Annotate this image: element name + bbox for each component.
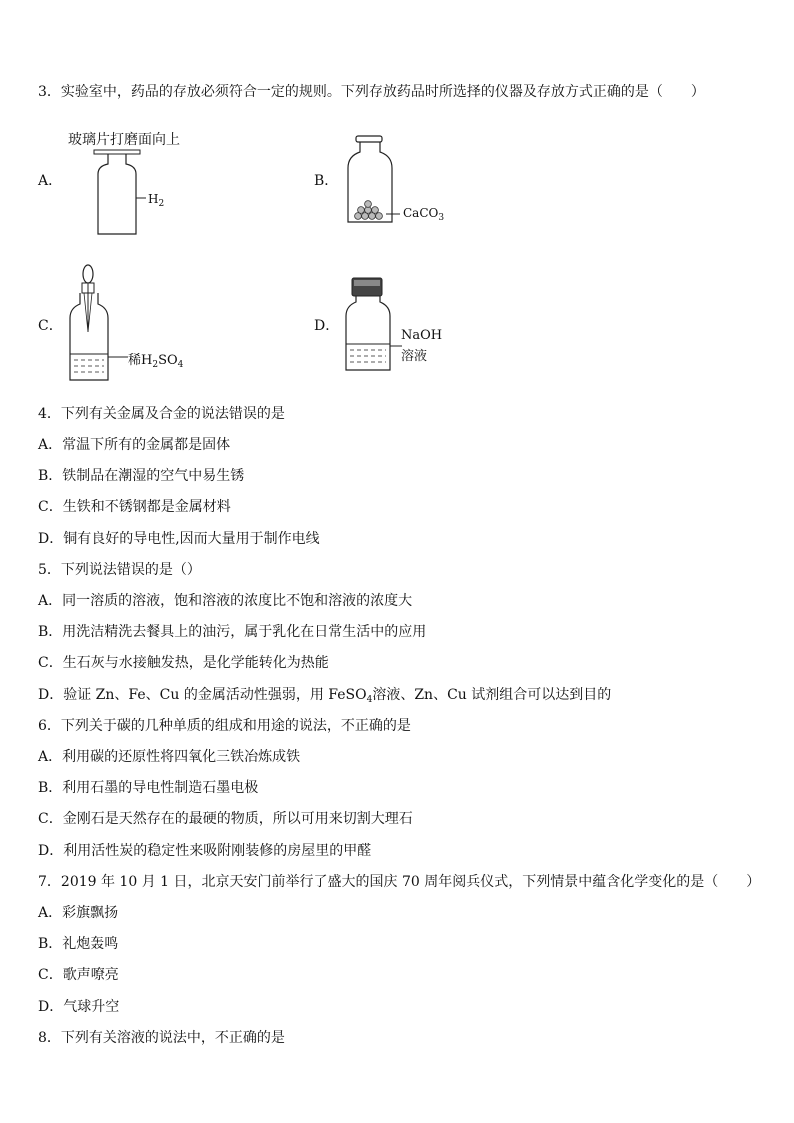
q7-option-b: B．礼炮轰鸣 xyxy=(38,936,119,952)
q5-option-c: C．生石灰与水接触发热，是化学能转化为热能 xyxy=(38,655,329,671)
q3-option-b-label: B． xyxy=(314,173,339,189)
q3-option-a-label: A． xyxy=(38,173,63,189)
q4-option-c: C．生铁和不锈钢都是金属材料 xyxy=(38,499,231,515)
q3-option-c-label: C． xyxy=(38,318,63,334)
q5-option-d: D．验证 Zn、Fe、Cu 的金属活动性强弱，用 FeSO$_4$溶液、Zn、Cu 试剂组合可以达到目的 xyxy=(38,687,612,705)
q6-option-c: C．金刚石是天然存在的最硬的物质，所以可用来切割大理石 xyxy=(38,811,413,827)
q4-option-b: B．铁制品在潮湿的空气中易生锈 xyxy=(38,468,245,484)
q4-option-a: A．常温下所有的金属都是固体 xyxy=(38,437,231,453)
q5-option-b: B．用洗洁精洗去餐具上的油污，属于乳化在日常生活中的应用 xyxy=(38,624,427,640)
q7-option-c: C．歌声嘹亮 xyxy=(38,967,119,983)
q5-stem: 5．下列说法错误的是（） xyxy=(38,562,201,578)
q3-stem: 3．实验室中，药品的存放必须符合一定的规则。下列存放药品时所选择的仪器及存放方式正确的是（ ） xyxy=(38,84,705,100)
q4-stem: 4．下列有关金属及合金的说法错误的是 xyxy=(38,406,285,422)
q6-stem: 6．下列关于碳的几种单质的组成和用途的说法，不正确的是 xyxy=(38,718,411,734)
q5-option-a: A．同一溶质的溶液，饱和溶液的浓度比不饱和溶液的浓度大 xyxy=(38,593,413,609)
fig-c-acid-label: 稀$H_2SO_4$ xyxy=(128,353,184,370)
fig-a-caption: 玻璃片打磨面向上 xyxy=(68,132,180,148)
q6-option-a: A．利用碳的还原性将四氧化三铁冶炼成铁 xyxy=(38,749,301,765)
reagent-bottle-figure xyxy=(340,134,402,226)
q6-option-d: D．利用活性炭的稳定性来吸附刚装修的房屋里的甲醛 xyxy=(38,843,372,859)
fig-d-label-line2: 溶液 xyxy=(401,349,428,364)
q7-option-a: A．彩旗飘扬 xyxy=(38,905,119,921)
fig-b-solid-label: CaCO$_3$ xyxy=(403,206,445,223)
dropper-bottle-figure xyxy=(64,262,132,384)
fig-d-label-line1: NaOH xyxy=(401,328,443,343)
rubber-stopper-bottle-figure xyxy=(340,276,408,374)
q4-option-d: D．铜有良好的导电性,因而大量用于制作电线 xyxy=(38,531,320,547)
q3-option-d-label: D． xyxy=(314,318,340,334)
q7-stem: 7．2019 年 10 月 1 日，北京天安门前举行了盛大的国庆 70 周年阅兵仪式，下列情景中蕴含化学变化的是（ ） xyxy=(38,874,761,890)
q7-option-d: D．气球升空 xyxy=(38,999,120,1015)
q8-stem: 8．下列有关溶液的说法中，不正确的是 xyxy=(38,1030,285,1046)
q6-option-b: B．利用石墨的导电性制造石墨电极 xyxy=(38,780,259,796)
fig-a-gas-label: $H_2$ xyxy=(148,192,165,209)
gas-bottle-figure xyxy=(90,148,150,240)
